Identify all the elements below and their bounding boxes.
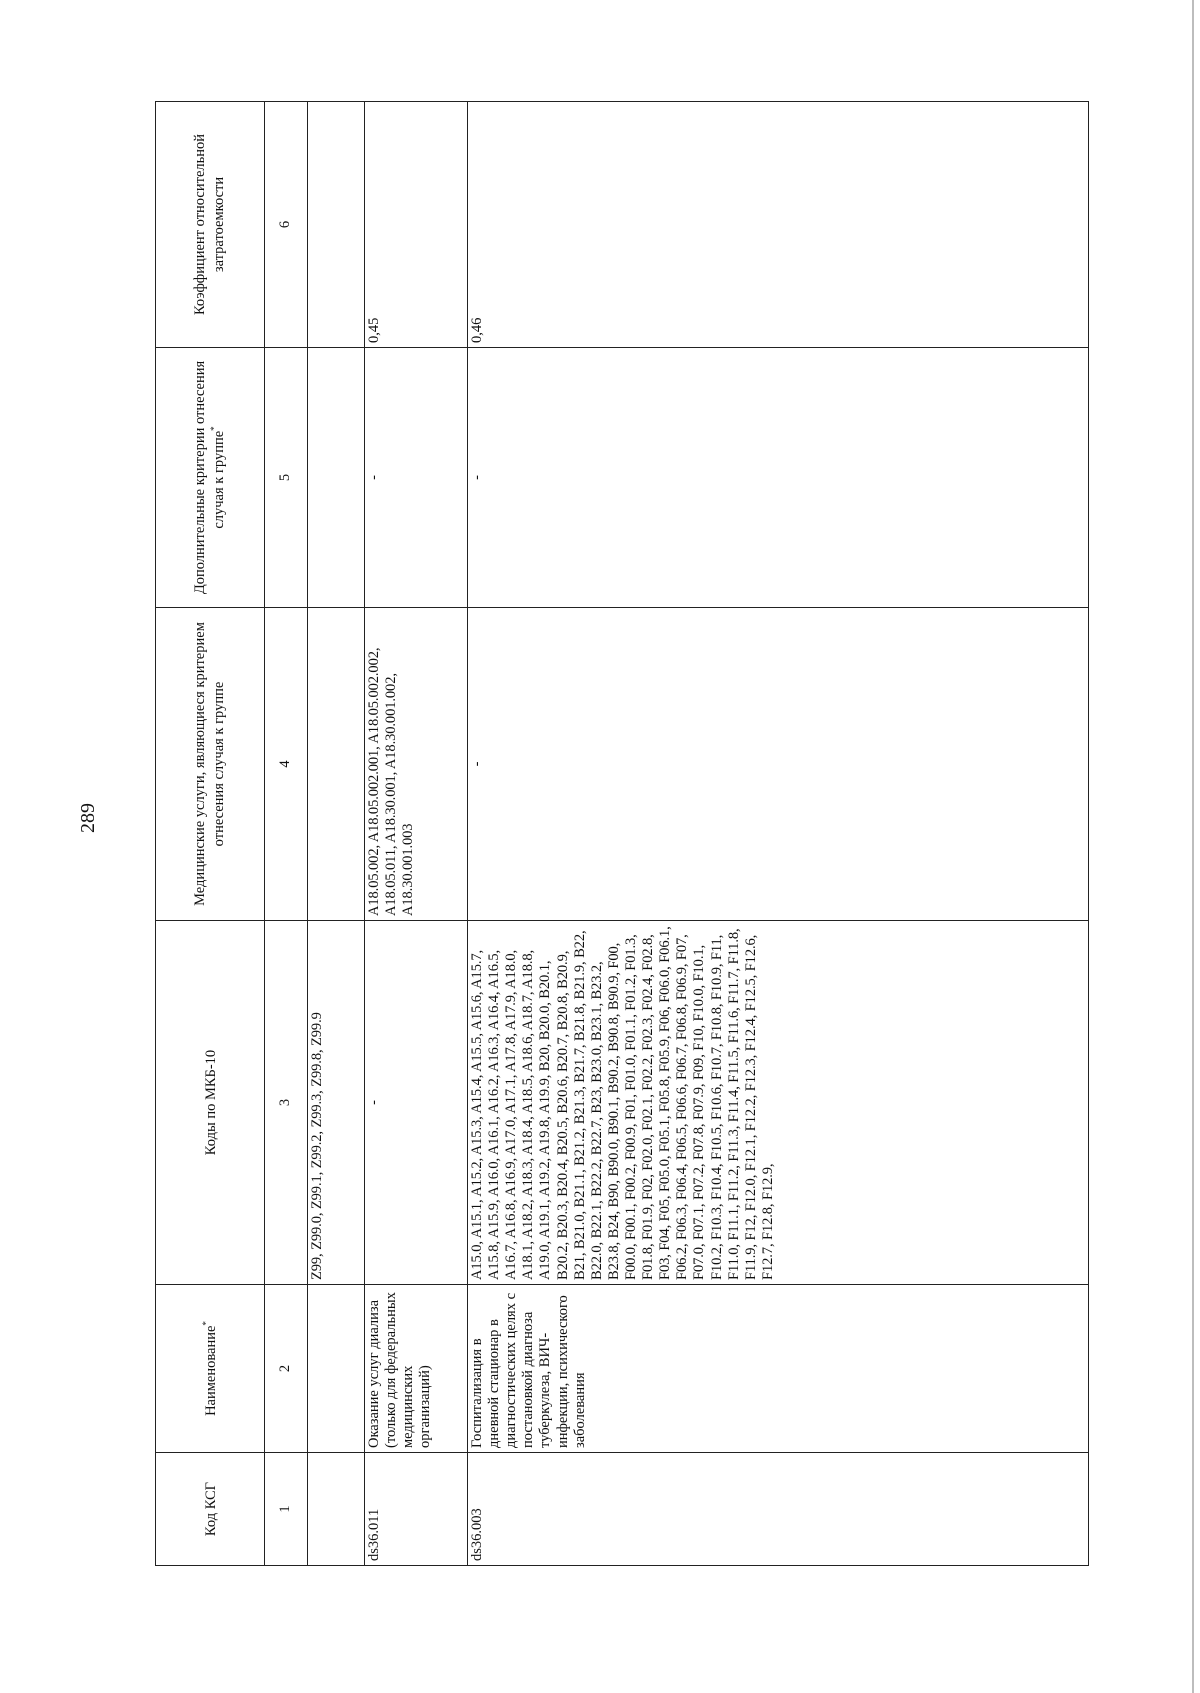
ksg-code-cell: [308, 1453, 365, 1566]
criteria-cell: [308, 348, 365, 608]
column-number-row: [265, 102, 308, 1566]
criteria-cell: -: [468, 348, 1089, 608]
services-cell: A18.05.002, A18.05.002.001, A18.05.002.002, A18.05.011, A18.30.001, A18.30.001.002, A18.30.001.003: [365, 608, 468, 921]
column-number: 3: [265, 921, 308, 1285]
table-row: [308, 102, 365, 1566]
table-row: [468, 102, 1089, 1566]
name-cell: Оказание услуг диализа (только для федеральных медицинских организаций): [365, 1285, 468, 1453]
header-coefficient: Коэффициент относительной затратоемкости: [156, 102, 265, 348]
services-cell: -: [468, 608, 1089, 921]
column-number: 6: [265, 102, 308, 348]
coefficient-cell: [308, 102, 365, 348]
mkb-codes-cell: -: [365, 921, 468, 1285]
coefficient-cell: 0,46: [468, 102, 1089, 348]
header-row: [156, 102, 265, 1566]
header-medical-services: Медицинские услуги, являющиеся критерием отнесения случая к группе: [156, 608, 265, 921]
name-cell: [308, 1285, 365, 1453]
header-name: Наименование*: [156, 1285, 265, 1453]
header-ksg-code: Код КСГ: [156, 1453, 265, 1566]
column-number: 1: [265, 1453, 308, 1566]
header-additional-criteria: Дополнительные критерии отнесения случая к группе*: [156, 348, 265, 608]
header-mkb-codes: Коды по МКБ-10: [156, 921, 265, 1285]
column-number: 4: [265, 608, 308, 921]
ksg-code-cell: ds36.011: [365, 1453, 468, 1566]
ksg-code-cell: ds36.003: [468, 1453, 1089, 1566]
criteria-cell: -: [365, 348, 468, 608]
coefficient-cell: 0,45: [365, 102, 468, 348]
page-number: 289: [77, 803, 99, 833]
services-cell: [308, 608, 365, 921]
scan-edge-line: [1192, 0, 1194, 1693]
table-row: [365, 102, 468, 1566]
name-cell: Госпитализация в дневной стационар в диагностических целях с постановкой диагноза туберкулеза, ВИЧ-инфекции, психического заболевания: [468, 1285, 1089, 1453]
mkb-codes-cell: Z99, Z99.0, Z99.1, Z99.2, Z99.3, Z99.8, Z99.9: [308, 921, 365, 1285]
column-number: 5: [265, 348, 308, 608]
column-number: 2: [265, 1285, 308, 1453]
mkb-codes-cell: A15.0, A15.1, A15.2, A15.3, A15.4, A15.5, A15.6, A15.7, A15.8, A15.9, A16.0, A16.1, A16.2, A16.3, A16.4, A16.5, A16.7, A16.8, A16.9, A17.0, A17.1, A17.8, A17.9, A18.0, A18.1, A18.2, A18.3, A18.4, A18.5, A18.6, A18.7, A18.8, A19.0, A19.1, A19.2, A19.8, A19.9, B20, B20.0, B20.1, B20.2, B20.3, B20.4, B20.5, B20.6, B20.7, B20.8, B20.9, B21, B21.0, B21.1, B21.2, B21.3, B21.7, B21.8, B21.9, B22, B22.0, B22.1, B22.2, B22.7, B23, B23.0, B23.1, B23.2, B23.8, B24, B90, B90.0, B90.1, B90.2, B90.8, B90.9, F00, F00.0, F00.1, F00.2, F00.9, F01, F01.0, F01.1, F01.2, F01.3, F01.8, F01.9, F02, F02.0, F02.1, F02.2, F02.3, F02.4, F02.8, F03, F04, F05, F05.0, F05.1, F05.8, F05.9, F06, F06.0, F06.1, F06.2, F06.3, F06.4, F06.5, F06.6, F06.7, F06.8, F06.9, F07, F07.0, F07.1, F07.2, F07.8, F07.9, F09, F10, F10.0, F10.1, F10.2, F10.3, F10.4, F10.5, F10.6, F10.7, F10.8, F10.9, F11, F11.0, F11.1, F11.2, F11.3, F11.4, F11.5, F11.6, F11.7, F11.8, F11.9, F12, F12.0, F12.1, F12.2, F12.3, F12.4, F12.5, F12.6, F12.7, F12.8, F12.9,: [468, 921, 1089, 1285]
ksg-table-container: [155, 102, 1089, 1566]
ksg-table: [155, 101, 1089, 1566]
